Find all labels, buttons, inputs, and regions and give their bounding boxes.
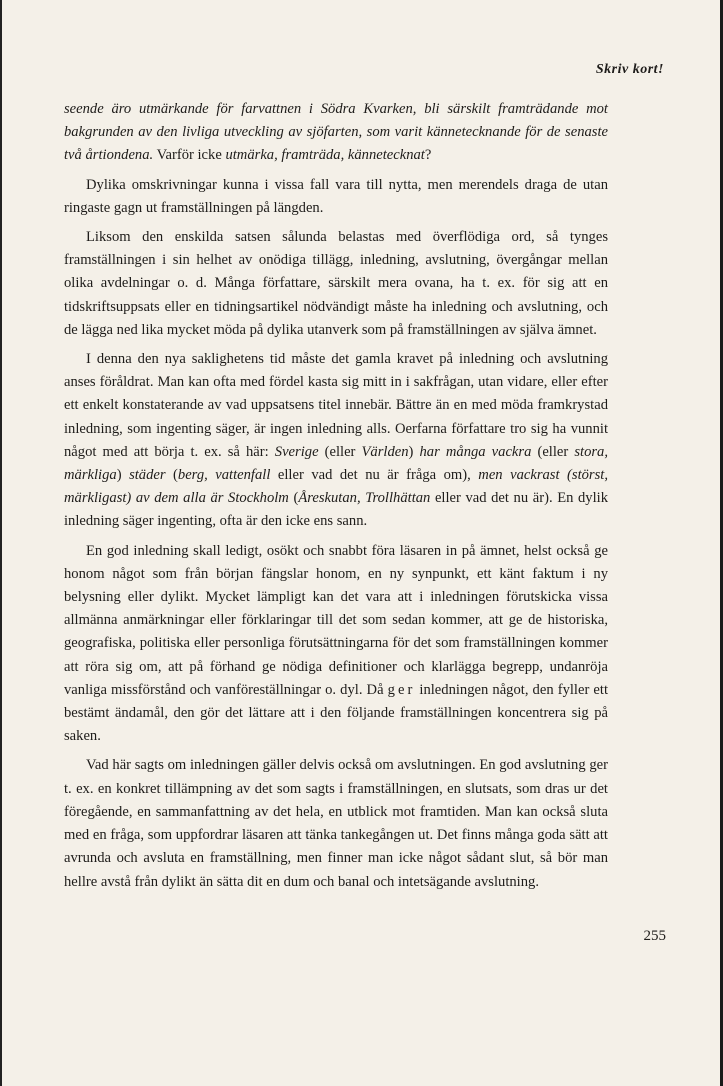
text-run: inledningen något, den fyller ett bestämt ändamål, den gör det lättare att i den följande framställningen koncentrera sig på saken. [64, 681, 608, 745]
paragraph-continuation [64, 98, 608, 168]
text-run: (eller [531, 443, 575, 460]
italic-phrase: men vackrast (störst, märkligast) av dem alla är Stockholm [64, 467, 608, 507]
italic-example-words: utmärka, framträda, kännetecknat [225, 147, 425, 164]
text-run: ( [288, 490, 299, 507]
text-run: ( [165, 467, 178, 484]
text-run: (eller [318, 443, 362, 460]
paragraph: Liksom den enskilda satsen sålunda belastas med överflödiga ord, så tynges framställningen i sin helhet av onödiga tillägg, inledning, avslutning, övergångar mellan olika avdelningar o. d. Många författare, särskilt mera ovana, ha t. ex. för sig att en tidskriftsuppsats eller en tidningsartikel nödvändigt måste ha inledning och avslutning, och de lägga ned lika mycket möda på dylika utanverk som på framställningen av själva ämnet. [64, 229, 608, 338]
page-number: 255 [643, 928, 666, 944]
italic-word: Sverige [274, 443, 319, 460]
italic-word: städer [129, 467, 166, 484]
paragraph [64, 348, 608, 534]
italic-word: Världen [361, 443, 409, 460]
text-run: eller vad det nu är). En dylik inledning säger ingenting, ofta är den icke ens sann. [64, 490, 608, 530]
text-run: eller vad det nu är fråga om), [270, 467, 479, 484]
paragraph: Dylika omskrivningar kunna i vissa fall vara till nytta, men merendels draga de utan ringaste gagn ut framställningen på längden. [64, 176, 608, 216]
italic-phrase: stora, märkliga [64, 443, 608, 484]
body-text [64, 98, 608, 894]
text-run: I denna den nya saklighetens tid måste det gamla kravet på inledning och avslutning anses föråldrat. Man kan ofta med fördel kasta sig mitt in i sakfrågan, utan vidare, eller efter ett enkelt konstaterande av vad uppsatsens titel innebär. Bättre än en med möda framkrystad inledning, som ingenting säger, är ingen inledning alls. Oerfarna författare tro sig ha vunnit något med att börja t. ex. så här: [64, 351, 608, 460]
spaced-emphasis-word: ger [387, 681, 416, 698]
text-run: ) [408, 443, 420, 460]
italic-phrase: har många vackra [419, 443, 532, 460]
italic-phrase: Åreskutan, Trollhättan [298, 490, 431, 507]
text-run: ) [116, 467, 130, 484]
paragraph [64, 540, 608, 749]
text-run: En god inledning skall ledigt, osökt och snabbt föra läsaren in på ämnet, helst också ge honom något som från början fängslar honom, en ny synpunkt, ett känt faktum i ny belysning eller dylikt. Mycket lämpligt kan det vara att i inledningen förutskicka vissa allmänna anmärkningar eller förklaringar till det som sedan kommer, att ge de historiska, geografiska, politiska eller personliga förutsättningarna för det som framställningen kommer att röra sig om, att på förhand ge nödiga definitioner och klarlägga begrepp, undanröja vanliga missförstånd och vanföreställningar o. dyl. Då [64, 542, 608, 698]
paragraph: Vad här sagts om inledningen gäller delvis också om avslutningen. En god avslutning ger t. ex. en konkret tillämpning av det som sagts i framställningen, en slutsats, som dras ur det föregående, en sammanfattning av det hela, en utblick mot framtiden. Man kan också sluta med en fråga, som uppfordrar läsaren att tänka tankegången ut. Det finns många goda sätt att avrunda och avsluta en framställning, men finner man icke något sådant slut, så bör man hellre avstå från dylikt än sätta dit en dum och banal och intetsägande avslutning. [64, 757, 608, 890]
italic-example-sentence: seende äro utmärkande för farvattnen i Södra Kvarken, bli särskilt framträdande mot bakgrunden av den livliga utveckling av sjöfarten, som varit kännetecknande för de senaste två årtiondena. [64, 101, 608, 164]
running-head: Skriv kort! [595, 62, 664, 77]
text-run: Varför icke [153, 147, 226, 164]
italic-phrase: berg, vattenfall [177, 467, 271, 484]
text-run: ? [424, 147, 432, 164]
